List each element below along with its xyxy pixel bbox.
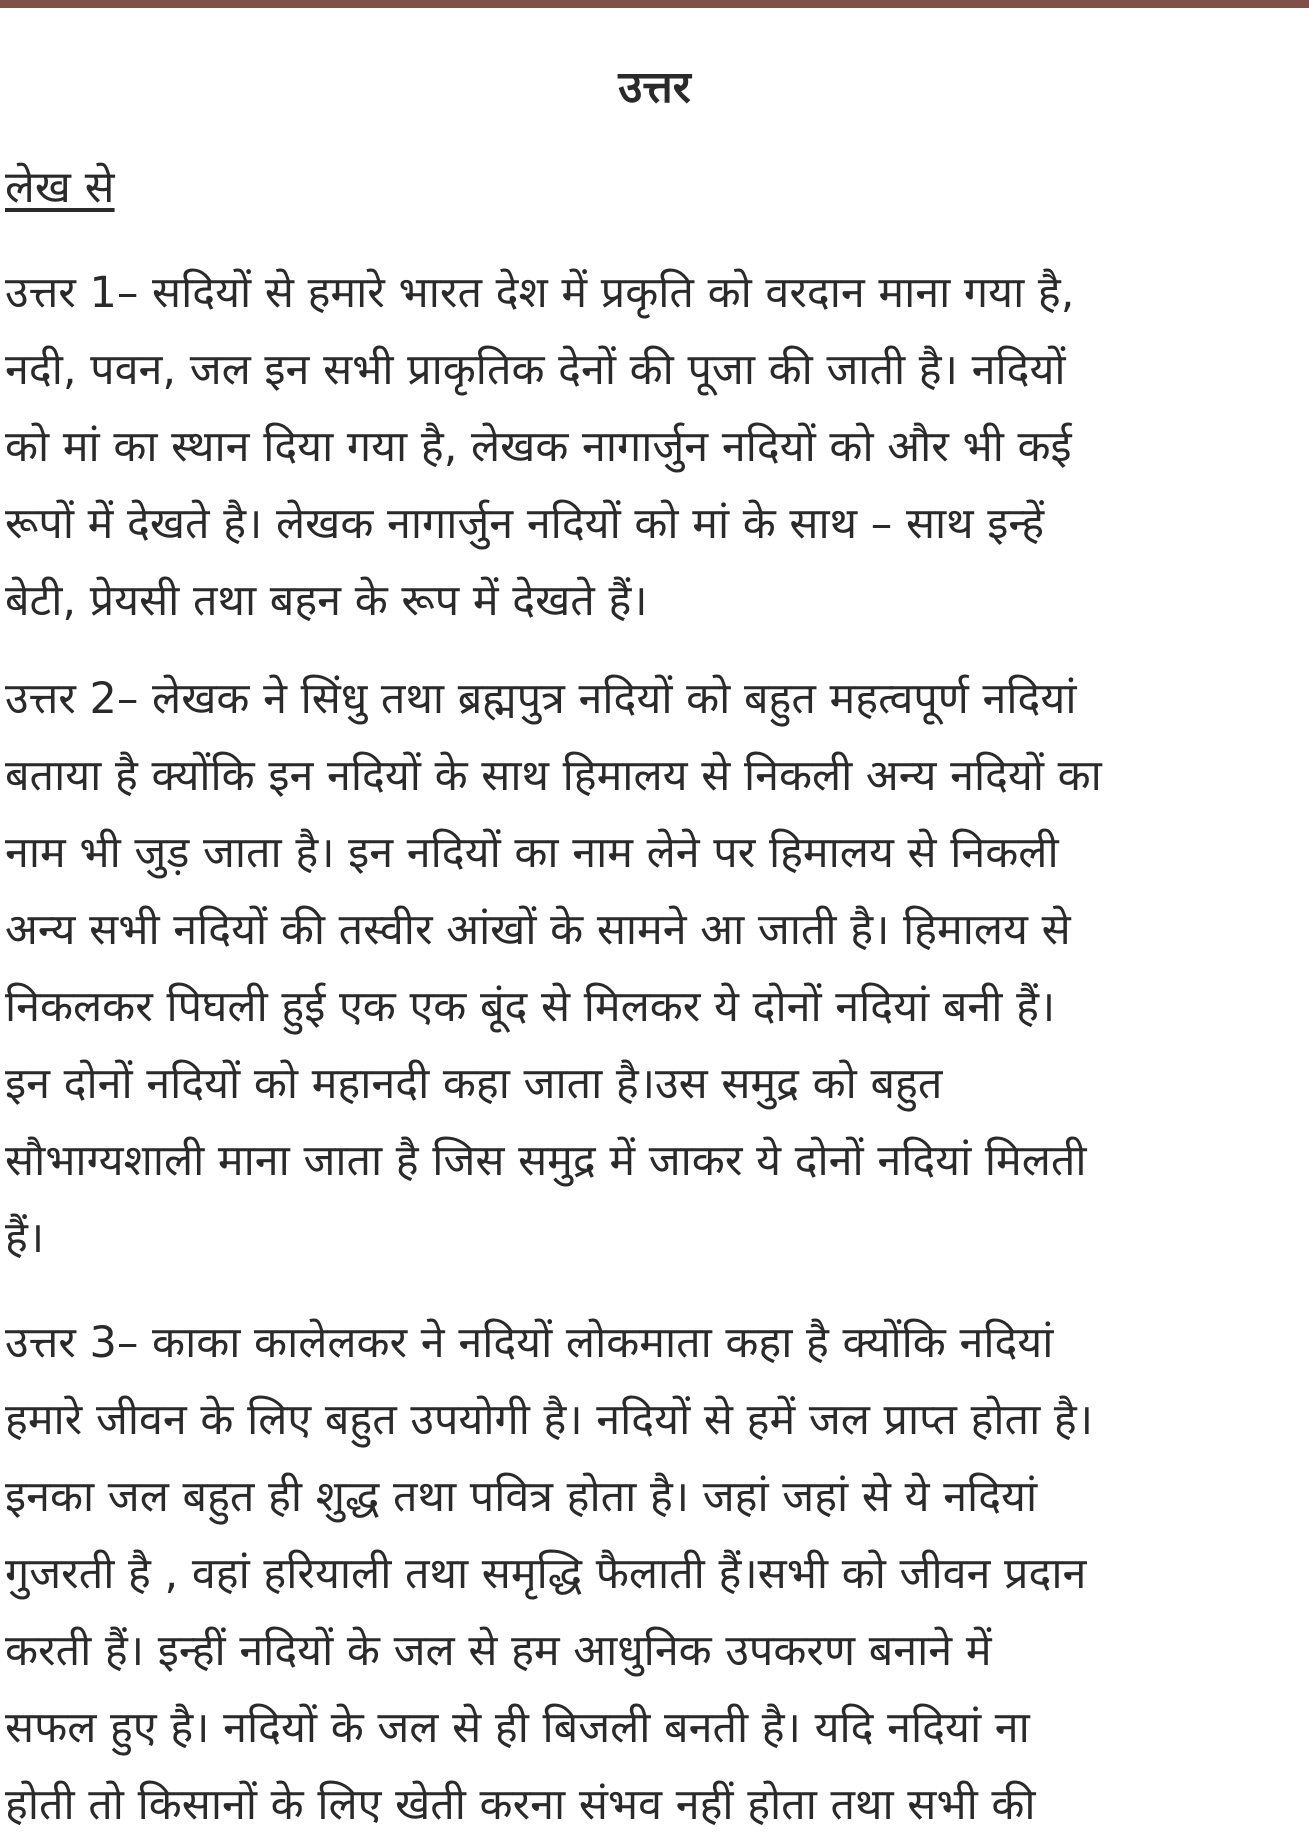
answer-line: होती तो किसानों के लिए खेती करना संभव नहीं होता तथा सभी की xyxy=(5,1780,1036,1830)
answer-line: इनका जल बहुत ही शुद्ध तथा पवित्र होता है। जहां जहां से ये नदियां xyxy=(5,1472,1038,1522)
answer-line: अन्य सभी नदियों की तस्वीर आंखों के सामने आ जाती है। हिमालय से xyxy=(5,905,1071,955)
answer-line: हैं। xyxy=(5,1213,45,1263)
answer-line: हमारे जीवन के लिए बहुत उपयोगी है। नदियों से हमें जल प्राप्त होता है। xyxy=(5,1395,1093,1445)
answer-line: सौभाग्यशाली माना जाता है जिस समुद्र में जाकर ये दोनों नदियां मिलती xyxy=(5,1136,1087,1186)
answer-line: को मां का स्थान दिया गया है, लेखक नागार्जुन नदियों को और भी कई xyxy=(5,422,1072,472)
answer-1 xyxy=(5,255,1305,640)
answer-line: नदी, पवन, जल इन सभी प्राकृतिक देनों की पूजा की जाती है। नदियों xyxy=(5,345,1066,395)
answer-line: बेटी, प्रेयसी तथा बहन के रूप में देखते हैं। xyxy=(5,576,648,626)
answer-line: सफल हुए है। नदियों के जल से ही बिजली बनती है। यदि नदियां ना xyxy=(5,1703,1030,1753)
answer-line: उत्तर 1– सदियों से हमारे भारत देश में प्रकृति को वरदान माना गया है, xyxy=(5,268,1075,318)
answer-line: निकलकर पिघली हुई एक एक बूंद से मिलकर ये दोनों नदियां बनी हैं। xyxy=(5,982,1056,1032)
page-title: उत्तर xyxy=(618,62,691,113)
answer-line: इन दोनों नदियों को महानदी कहा जाता है।उस समुद्र को बहुत xyxy=(5,1059,943,1109)
top-bar xyxy=(0,0,1309,8)
answer-line: उत्तर 3– काका कालेलकर ने नदियों लोकमाता कहा है क्योंकि नदियां xyxy=(5,1318,1054,1368)
answer-line: रूपों में देखते है। लेखक नागार्जुन नदियों को मां के साथ – साथ इन्हें xyxy=(5,499,1045,549)
answer-line: करती हैं। इन्हीं नदियों के जल से हम आधुनिक उपकरण बनाने में xyxy=(5,1626,992,1676)
answer-line: उत्तर 2– लेखक ने सिंधु तथा ब्रह्मपुत्र नदियों को बहुत महत्वपूर्ण नदियां xyxy=(5,674,1077,724)
answer-line: बताया है क्योंकि इन नदियों के साथ हिमालय से निकली अन्य नदियों का xyxy=(5,751,1102,801)
answer-3 xyxy=(5,1305,1305,1844)
section-heading: लेख से xyxy=(5,162,115,213)
answer-line: नाम भी जुड़ जाता है। इन नदियों का नाम लेने पर हिमालय से निकली xyxy=(5,828,1059,878)
answer-2 xyxy=(5,661,1305,1277)
answer-line: गुजरती है , वहां हरियाली तथा समृद्धि फैलाती हैं।सभी को जीवन प्रदान xyxy=(5,1549,1087,1599)
